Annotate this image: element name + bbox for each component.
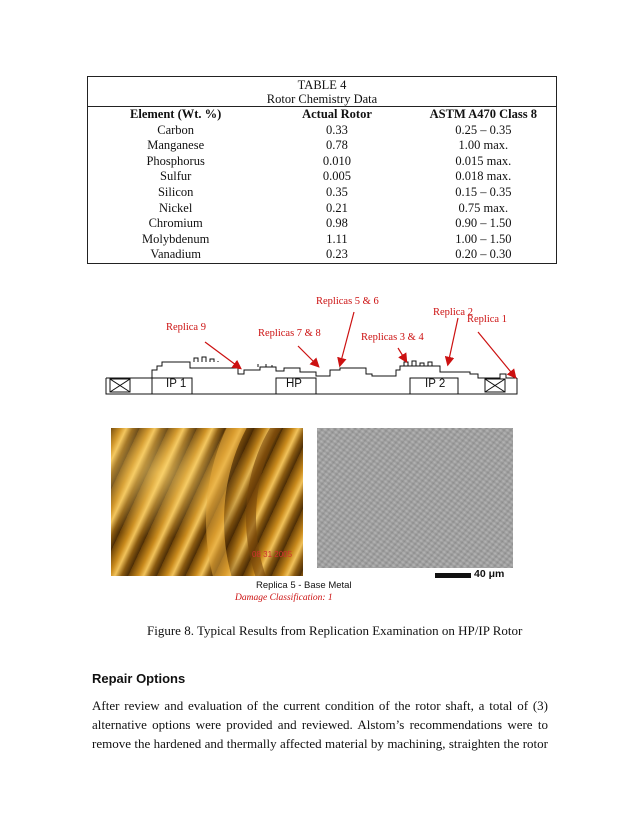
element-cell: Carbon [157,122,195,137]
element-cell: Vanadium [88,247,264,263]
element-cell: Phosphorus [146,153,205,168]
column-header-astm: ASTM A470 Class 8 [429,107,537,121]
table-row [88,138,557,154]
column-header-actual-rotor: Actual Rotor [302,107,372,121]
label-replicas-3-4: Replicas 3 & 4 [361,332,424,343]
section-heading: Repair Options [92,671,186,686]
rotor-diagram [0,290,638,410]
section-ip2: IP 2 [425,378,446,390]
astm-spec-cell: 0.015 max. [455,153,512,168]
table-row [88,154,557,170]
element-cell: Molybdenum [141,231,210,246]
label-replicas-5-6: Replicas 5 & 6 [316,296,379,307]
astm-spec-cell: 0.20 – 0.30 [411,247,557,263]
astm-spec-cell: 0.25 – 0.35 [455,122,512,137]
label-replica-2: Replica 2 [433,307,473,318]
actual-rotor-cell: 0.78 [326,138,348,153]
actual-rotor-cell: 0.21 [326,200,348,215]
astm-spec-cell: 0.15 – 0.35 [455,184,512,199]
element-cell: Silicon [157,184,194,199]
actual-rotor-cell: 1.11 [326,231,348,246]
table-row [88,216,557,232]
paragraph-line: remove the hardened and thermally affected material by machining, straighten the rotor [92,736,548,751]
label-replica-9: Replica 9 [166,322,206,333]
astm-spec-cell: 1.00 max. [458,138,509,153]
arrow-replica-2 [448,318,458,364]
actual-rotor-cell: 0.005 [322,169,352,184]
element-cell: Chromium [148,216,203,231]
element-cell: Manganese [147,138,205,153]
label-replicas-7-8: Replicas 7 & 8 [258,328,321,339]
table-row [88,247,557,263]
table-row [88,232,557,248]
table-title: Rotor Chemistry Data [266,92,378,106]
rotor-chemistry-table [87,76,557,264]
column-header-element: Element (Wt. %) [130,107,222,121]
actual-rotor-cell: 0.010 [322,153,352,168]
table-row [88,185,557,201]
body-paragraph [92,696,548,753]
table-row [88,201,557,217]
arrow-replica-1 [478,332,515,377]
rotor-surface-photo [111,428,303,576]
arrow-replica-5-6 [340,312,354,365]
figure-caption: Figure 8. Typical Results from Replication Examination on HP/IP Rotor [147,623,523,638]
table-row [88,169,557,185]
astm-spec-cell: 0.90 – 1.50 [455,216,512,231]
astm-spec-cell: 0.75 max. [458,200,509,215]
table-row [88,123,557,139]
actual-rotor-cell: 0.33 [326,122,348,137]
section-hp: HP [286,378,302,390]
paragraph-line: alternative options were provided and reviewed. Alstom’s recommendations were to [92,717,548,732]
paragraph-line: After review and evaluation of the current condition of the rotor shaft, a total of (3) [92,698,548,713]
actual-rotor-cell: 0.23 [263,247,410,263]
table-caption [88,77,557,107]
label-replica-1: Replica 1 [467,314,507,325]
rotor-drawing [0,290,638,410]
photo-caption-damage: Damage Classification: 1 [235,593,333,603]
micrograph-image [317,428,513,568]
arrow-replica-9 [205,342,240,368]
arrow-replica-3-4 [398,348,406,361]
photo-caption-replica: Replica 5 - Base Metal [256,580,352,591]
section-ip1: IP 1 [166,378,187,390]
scale-bar-label: 40 μm [474,568,505,580]
actual-rotor-cell: 0.35 [326,184,348,199]
photo-date-stamp: 08 31 2005 [252,550,293,559]
astm-spec-cell: 0.018 max. [455,169,512,184]
actual-rotor-cell: 0.98 [326,216,348,231]
astm-spec-cell: 1.00 – 1.50 [455,231,512,246]
element-cell: Nickel [159,200,193,215]
element-cell: Sulfur [160,169,192,184]
table-body [88,123,557,264]
table-number: TABLE 4 [297,78,347,92]
arrow-replica-7-8 [298,346,318,366]
micrograph-scale-bar [435,569,511,583]
